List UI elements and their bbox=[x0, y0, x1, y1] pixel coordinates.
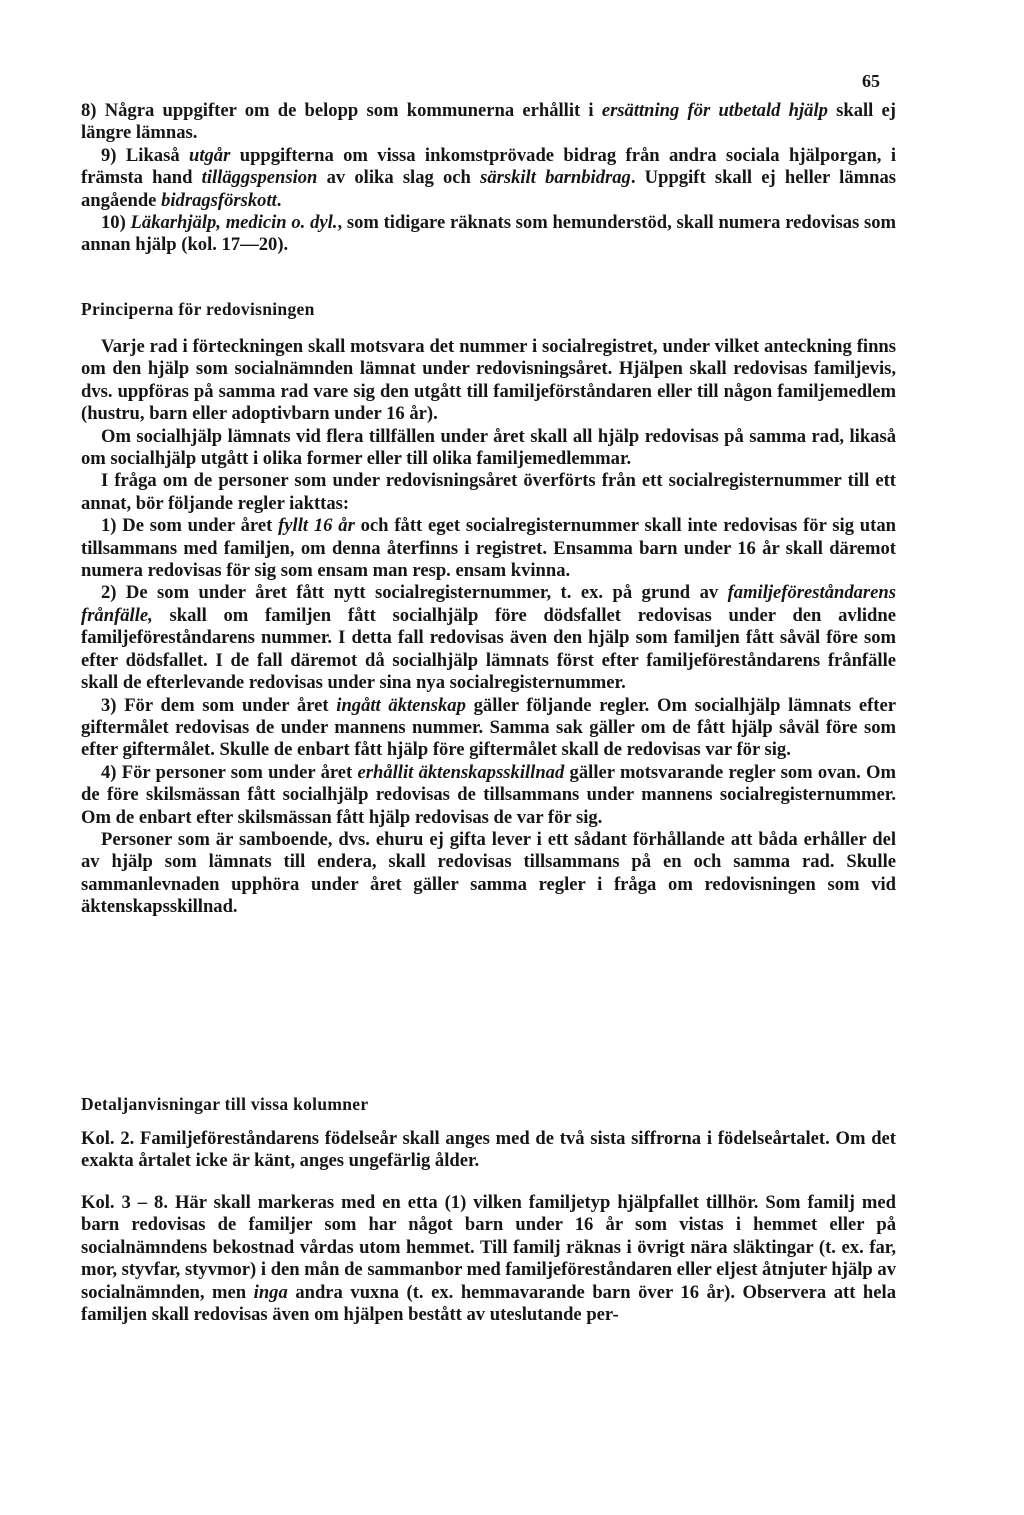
paragraph: I fråga om de personer som under redovisningsåret överförts från ett socialregisternummer till ett annat, bör följande regler iakttas: bbox=[81, 470, 896, 514]
page-number: 65 bbox=[862, 71, 880, 91]
paragraph: Om socialhjälp lämnats vid flera tillfällen under året skall all hjälp redovisas på samma rad, likaså om socialhjälp utgått i olika former eller till olika familjemedlemmar. bbox=[81, 425, 896, 470]
item-8: 8) Några uppgifter om de belopp som kommunerna erhållit i ersättning för utbetald hjälp skall ej längre lämnas. bbox=[81, 100, 896, 144]
rule-2: 2) De som under året fått nytt socialregisternummer, t. ex. på grund av familjeföreståndarens frånfälle, skall om familjen fått socialhjälp före dödsfallet redovisas under den avlidne familjeföreståndarens nummer. I detta fall redovisas även den hjälp som familjen fått såväl före som efter dödsfallet. I de fall däremot då socialhjälp lämnats först efter familjeföreståndarens frånfälle skall de efterlevande redovisas under sina nya socialregisternummer. bbox=[81, 582, 896, 694]
rule-4: 4) För personer som under året erhållit äktenskapsskillnad gäller motsvarande regler som ovan. Om de före skilsmässan fått socialhjälp redovisas de tillsammans under mannens socialregisternummer. Om de enbart efter skilsmässan fått hjälp redovisas de var för sig. bbox=[81, 761, 897, 828]
rule-1: 1) De som under året fyllt 16 år och fått eget socialregisternummer skall inte redovisas för sig utan tillsammans med familjen, om denna återfinns i registret. Ensamma barn under 16 år skall däremot numera redovisas för sig som ensam man resp. ensam kvinna. bbox=[81, 515, 896, 582]
paragraph: Varje rad i förteckningen skall motsvara det nummer i socialregistret, under vilket anteckning finns om den hjälp som socialnämnden lämnat under redovisningsåret. Hjälpen skall redovisas familjevis, dvs. uppföras på samma rad vare sig den utgått till familjeförståndaren eller till någon familjemedlem (hustru, barn eller adoptivbarn under 16 år). bbox=[81, 336, 896, 425]
item-10: 10) Läkarhjälp, medicin o. dyl., som tidigare räknats som hemunderstöd, skall numera redovisas som annan hjälp (kol. 17—20). bbox=[81, 212, 897, 256]
kol-2-paragraph: Kol. 2. Familjeföreståndarens födelseår skall anges med de två sista siffrorna i födelseårtalet. Om det exakta årtalet icke är känt, anges ungefärlig ålder. bbox=[81, 1128, 896, 1172]
rule-3: 3) För dem som under året ingått äktenskap gäller följande regler. Om socialhjälp lämnats efter giftermålet redovisas de under mannens nummer. Samma sak gäller om de fått hjälp såväl före som efter giftermålet. Skulle de enbart fått hjälp före giftermålet skall de redovisas var för sig. bbox=[81, 694, 896, 761]
section-heading-details: Detaljanvisningar till vissa kolumner bbox=[81, 1094, 369, 1114]
section-heading-principles: Principerna för redovisningen bbox=[81, 299, 315, 319]
principles-body bbox=[81, 336, 896, 919]
kol-3-8-paragraph: Kol. 3 – 8. Här skall markeras med en etta (1) vilken familjetyp hjälpfallet tillhör. Som familj med barn redovisas de familjer som har något barn under 16 år som vistas i hemmet eller på socialnämndens bekostnad vårdas utom hemmet. Till familj räknas i övrigt nära släktingar (t. ex. far, mor, styvfar, styvmor) i den mån de sammanbor med familjeföreståndaren eller eljest åtnjuter hjälp av socialnämnden, men inga andra vuxna (t. ex. hemmavarande barn över 16 år). Observera att hela familjen skall redovisas även om hjälpen bestått av uteslutande per- bbox=[81, 1192, 896, 1326]
item-9: 9) Likaså utgår uppgifterna om vissa inkomstprövade bidrag från andra sociala hjälporgan, i främsta hand tilläggspension av olika slag och särskilt barnbidrag. Uppgift skall ej heller lämnas angående bidragsförskott. bbox=[81, 144, 896, 211]
paragraph: Personer som är samboende, dvs. ehuru ej gifta lever i ett sådant förhållande att båda erhåller del av hjälp som lämnats till endera, skall redovisas tillsammans på en och samma rad. Skulle sammanlevnaden upphöra under året gäller samma regler i fråga om redovisningen som vid äktenskapsskillnad. bbox=[81, 828, 896, 918]
intro-items bbox=[81, 100, 896, 257]
